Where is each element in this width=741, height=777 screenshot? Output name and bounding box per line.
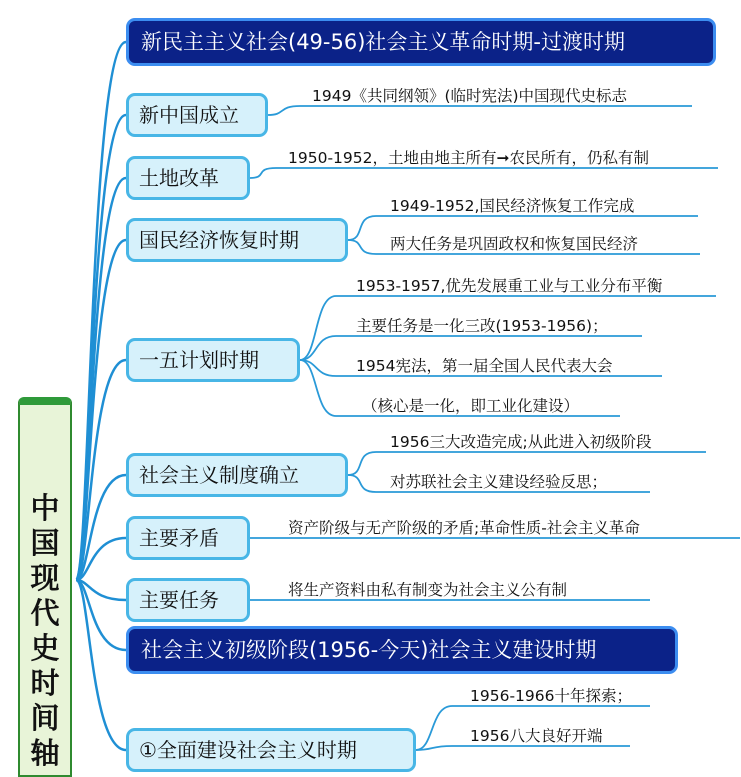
node-new-china-founded[interactable]: 新中国成立: [126, 93, 268, 137]
node-main-contradiction[interactable]: 主要矛盾: [126, 516, 250, 560]
node-land-reform[interactable]: 土地改革: [126, 156, 250, 200]
connector-leaf-1-0: [250, 168, 718, 178]
node-comprehensive-construction[interactable]: ①全面建设社会主义时期: [126, 728, 416, 772]
leaf-common-program: 1949《共同纲领》(临时宪法)中国现代史标志: [312, 87, 628, 105]
connector-root-h2: [76, 580, 126, 650]
connector-leaf-0-0: [268, 106, 692, 115]
leaf-soviet-reflection: 对苏联社会主义建设经验反思；: [390, 473, 608, 491]
leaf-class-contradiction: 资产阶级与无产阶级的矛盾;革命性质-社会主义革命: [288, 519, 640, 537]
leaf-1954-constitution: 1954宪法，第一届全国人民代表大会: [356, 357, 613, 375]
leaf-eighth-congress: 1956八大良好开端: [470, 727, 603, 745]
node-economic-recovery[interactable]: 国民经济恢复时期: [126, 218, 348, 262]
leaf-land-reform-detail: 1950-1952，土地由地主所有➞农民所有，仍私有制: [288, 149, 649, 167]
leaf-ten-year-exploration: 1956-1966十年探索；: [470, 687, 632, 705]
leaf-heavy-industry: 1953-1957,优先发展重工业与工业分布平衡: [356, 277, 663, 295]
header-transition-period[interactable]: 新民主主义社会(49-56)社会主义革命时期-过渡时期: [126, 18, 716, 66]
leaf-three-transformations: 1956三大改造完成;从此进入初级阶段: [390, 433, 652, 451]
root-node[interactable]: [18, 397, 72, 777]
node-main-task[interactable]: 主要任务: [126, 578, 250, 622]
connector-leaf-7-1: [416, 746, 630, 750]
connector-root-n7: [76, 580, 126, 750]
root-title: 中国现代史时间轴: [30, 491, 60, 770]
header-primary-stage[interactable]: 社会主义初级阶段(1956-今天)社会主义建设时期: [126, 626, 678, 674]
leaf-two-tasks: 两大任务是巩固政权和恢复国民经济: [390, 235, 639, 253]
leaf-one-transform-three: 主要任务是一化三改(1953-1956)；: [356, 317, 608, 335]
node-socialist-system-established[interactable]: 社会主义制度确立: [126, 453, 348, 497]
node-first-five-year-plan[interactable]: 一五计划时期: [126, 338, 300, 382]
leaf-industrialization-core: （核心是一化，即工业化建设）: [362, 397, 580, 415]
leaf-public-ownership: 将生产资料由私有制变为社会主义公有制: [288, 581, 568, 599]
leaf-recovery-complete: 1949-1952,国民经济恢复工作完成: [390, 197, 635, 215]
